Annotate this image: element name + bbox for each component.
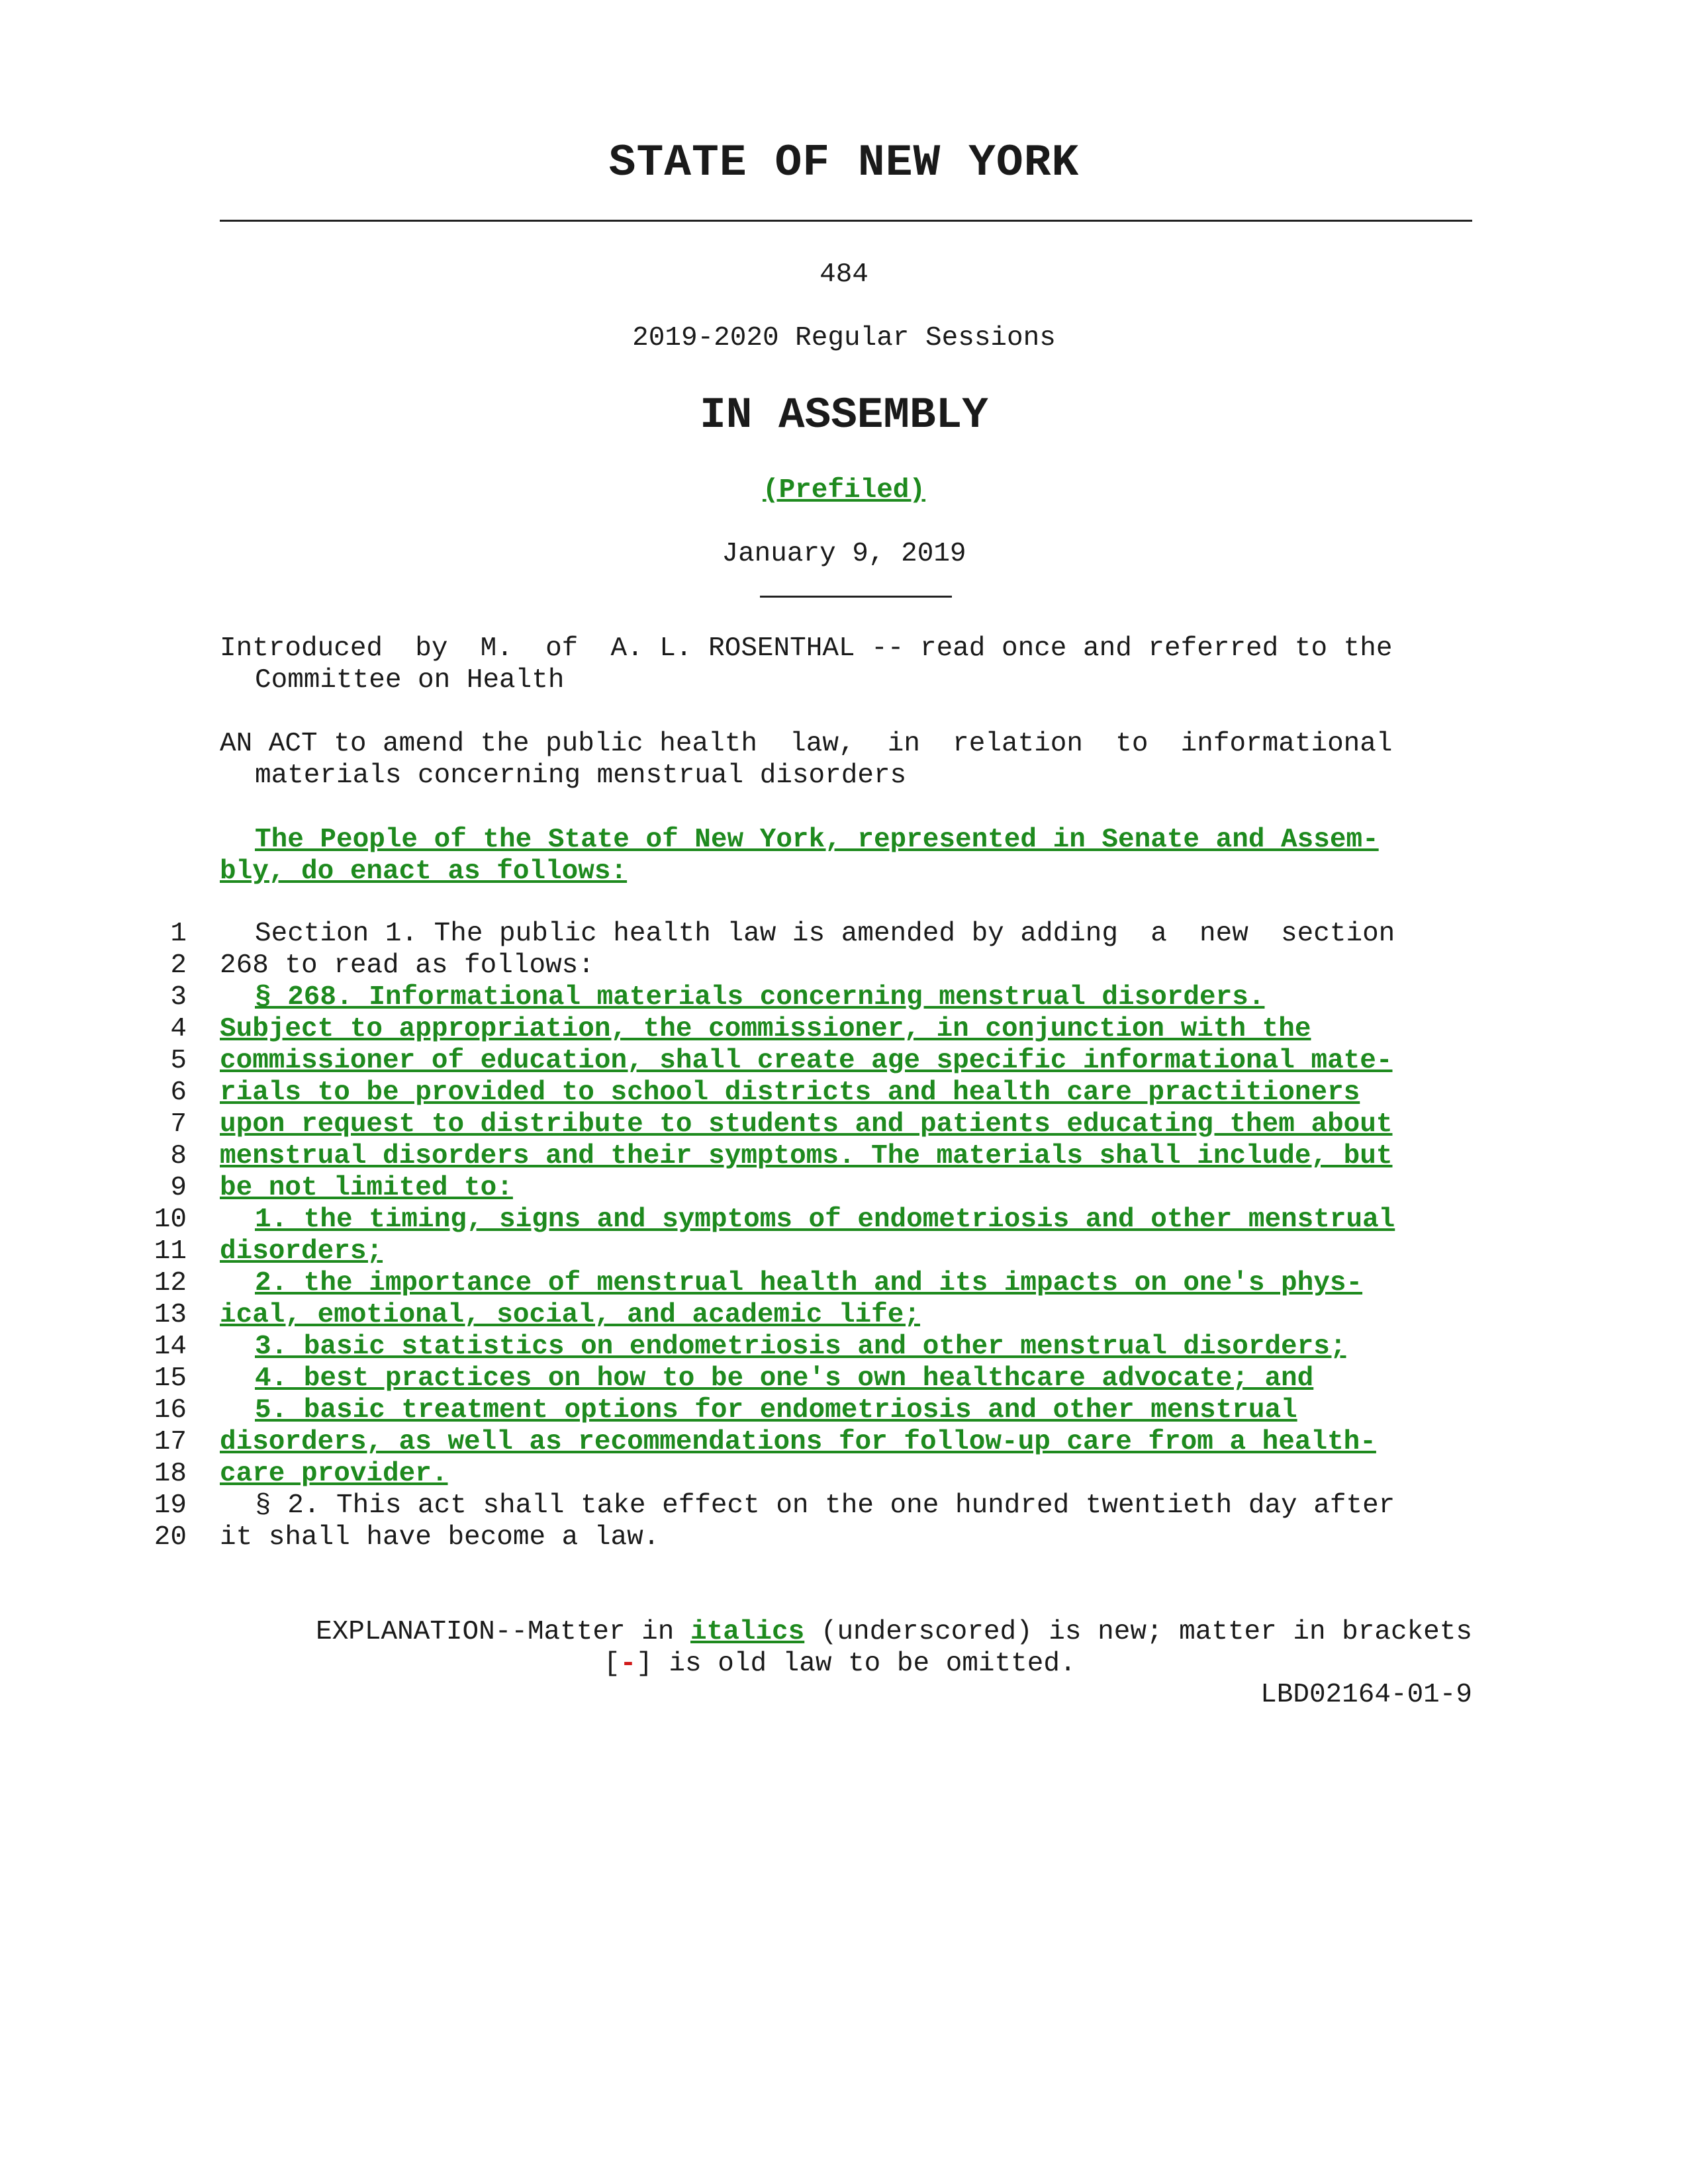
- line-number: 15: [154, 1363, 187, 1394]
- deleted-marker: -: [620, 1649, 637, 1679]
- line-text: rials to be provided to school districts and health care practitioners: [220, 1077, 1360, 1108]
- header-divider: [220, 220, 1472, 222]
- bill-line: [0, 1394, 1688, 1426]
- bill-line: [0, 1140, 1688, 1172]
- line-number: 18: [154, 1459, 187, 1489]
- explanation-line-2: [220, 1648, 1472, 1680]
- line-text: disorders;: [220, 1236, 383, 1267]
- bill-line: [0, 1204, 1688, 1236]
- bill-line: [0, 1458, 1688, 1490]
- session-label: 2019-2020 Regular Sessions: [632, 323, 1056, 353]
- line-text: it shall have become a law.: [220, 1522, 660, 1553]
- line-number: 5: [170, 1046, 187, 1076]
- act-title-line-2: materials concerning menstrual disorders: [255, 760, 907, 791]
- bill-line: [0, 1331, 1688, 1363]
- document-id: LBD02164-01-9: [1260, 1680, 1472, 1710]
- enacting-clause-line-1: The People of the State of New York, represented in Senate and Assem-: [255, 825, 1379, 855]
- bill-line: [0, 1299, 1688, 1331]
- line-text: 5. basic treatment options for endometriosis and other menstrual: [255, 1395, 1297, 1426]
- bill-number: 484: [820, 259, 868, 290]
- line-number: 12: [154, 1268, 187, 1298]
- act-title: [220, 728, 1472, 792]
- line-text: menstrual disorders and their symptoms. The materials shall include, but: [220, 1141, 1393, 1171]
- bill-line: [0, 1077, 1688, 1109]
- explanation-suffix: (underscored) is new; matter in brackets: [804, 1617, 1472, 1647]
- line-text: 268 to read as follows:: [220, 950, 594, 981]
- bill-line: [0, 1013, 1688, 1045]
- bill-line: [0, 1522, 1688, 1553]
- bill-line: [0, 950, 1688, 981]
- bill-line: [0, 1172, 1688, 1204]
- bill-date: January 9, 2019: [722, 539, 966, 569]
- enacting-clause: [220, 824, 1472, 887]
- line-text: commissioner of education, shall create age specific informational mate-: [220, 1046, 1393, 1076]
- introduction: [220, 633, 1472, 696]
- line-text: care provider.: [220, 1459, 448, 1489]
- bill-line: [0, 918, 1688, 950]
- line-number: 14: [154, 1332, 187, 1362]
- explanation-prefix: EXPLANATION--Matter in: [316, 1617, 690, 1647]
- bill-line: [0, 1236, 1688, 1267]
- line-text: be not limited to:: [220, 1173, 513, 1203]
- line-text: upon request to distribute to students and patients educating them about: [220, 1109, 1393, 1140]
- bill-line: [0, 1490, 1688, 1522]
- bill-line: [0, 981, 1688, 1013]
- line-number: 17: [154, 1427, 187, 1457]
- line-text: § 268. Informational materials concerning menstrual disorders.: [255, 982, 1265, 1013]
- bill-line: [0, 1363, 1688, 1394]
- line-text: Section 1. The public health law is amended by adding a new section: [255, 919, 1395, 949]
- explanation-italics-word: italics: [690, 1617, 805, 1647]
- line-number: 10: [154, 1205, 187, 1235]
- state-heading: STATE OF NEW YORK: [608, 138, 1080, 189]
- line-text: disorders, as well as recommendations for follow-up care from a health-: [220, 1427, 1376, 1457]
- enacting-clause-line-2: bly, do enact as follows:: [220, 856, 628, 887]
- bill-line: [0, 1426, 1688, 1458]
- line-number: 6: [170, 1077, 187, 1108]
- line-number: 8: [170, 1141, 187, 1171]
- line-number: 7: [170, 1109, 187, 1140]
- line-text: 3. basic statistics on endometriosis and other menstrual disorders;: [255, 1332, 1346, 1362]
- bill-body: [0, 918, 1688, 1553]
- bracket-close: ]: [636, 1649, 653, 1679]
- bill-line: [0, 1109, 1688, 1140]
- bracket-open: [: [604, 1649, 620, 1679]
- line-text: Subject to appropriation, the commissioner, in conjunction with the: [220, 1014, 1311, 1044]
- introduction-line-1: Introduced by M. of A. L. ROSENTHAL -- read once and referred to the: [220, 633, 1393, 664]
- introduction-line-2: Committee on Health: [255, 665, 565, 696]
- act-title-line-1: AN ACT to amend the public health law, in relation to informational: [220, 729, 1393, 759]
- house-heading: IN ASSEMBLY: [700, 390, 988, 440]
- line-number: 16: [154, 1395, 187, 1426]
- line-number: 13: [154, 1300, 187, 1330]
- line-number: 9: [170, 1173, 187, 1203]
- date-divider: [760, 596, 952, 598]
- line-number: 19: [154, 1490, 187, 1521]
- line-text: 1. the timing, signs and symptoms of endometriosis and other menstrual: [255, 1205, 1395, 1235]
- line-number: 4: [170, 1014, 187, 1044]
- line-text: § 2. This act shall take effect on the one hundred twentieth day after: [255, 1490, 1395, 1521]
- bill-line: [0, 1267, 1688, 1299]
- line-number: 2: [170, 950, 187, 981]
- line-text: 2. the importance of menstrual health and its impacts on one's phys-: [255, 1268, 1363, 1298]
- line-text: ical, emotional, social, and academic life;: [220, 1300, 920, 1330]
- explanation-note: [220, 1616, 1472, 1680]
- explanation-line-2-text: is old law to be omitted.: [652, 1649, 1076, 1679]
- line-number: 20: [154, 1522, 187, 1553]
- line-number: 3: [170, 982, 187, 1013]
- line-text: 4. best practices on how to be one's own healthcare advocate; and: [255, 1363, 1314, 1394]
- bill-line: [0, 1045, 1688, 1077]
- explanation-line-1: [220, 1616, 1472, 1648]
- prefiled-label: (Prefiled): [762, 475, 926, 506]
- line-number: 1: [170, 919, 187, 949]
- line-number: 11: [154, 1236, 187, 1267]
